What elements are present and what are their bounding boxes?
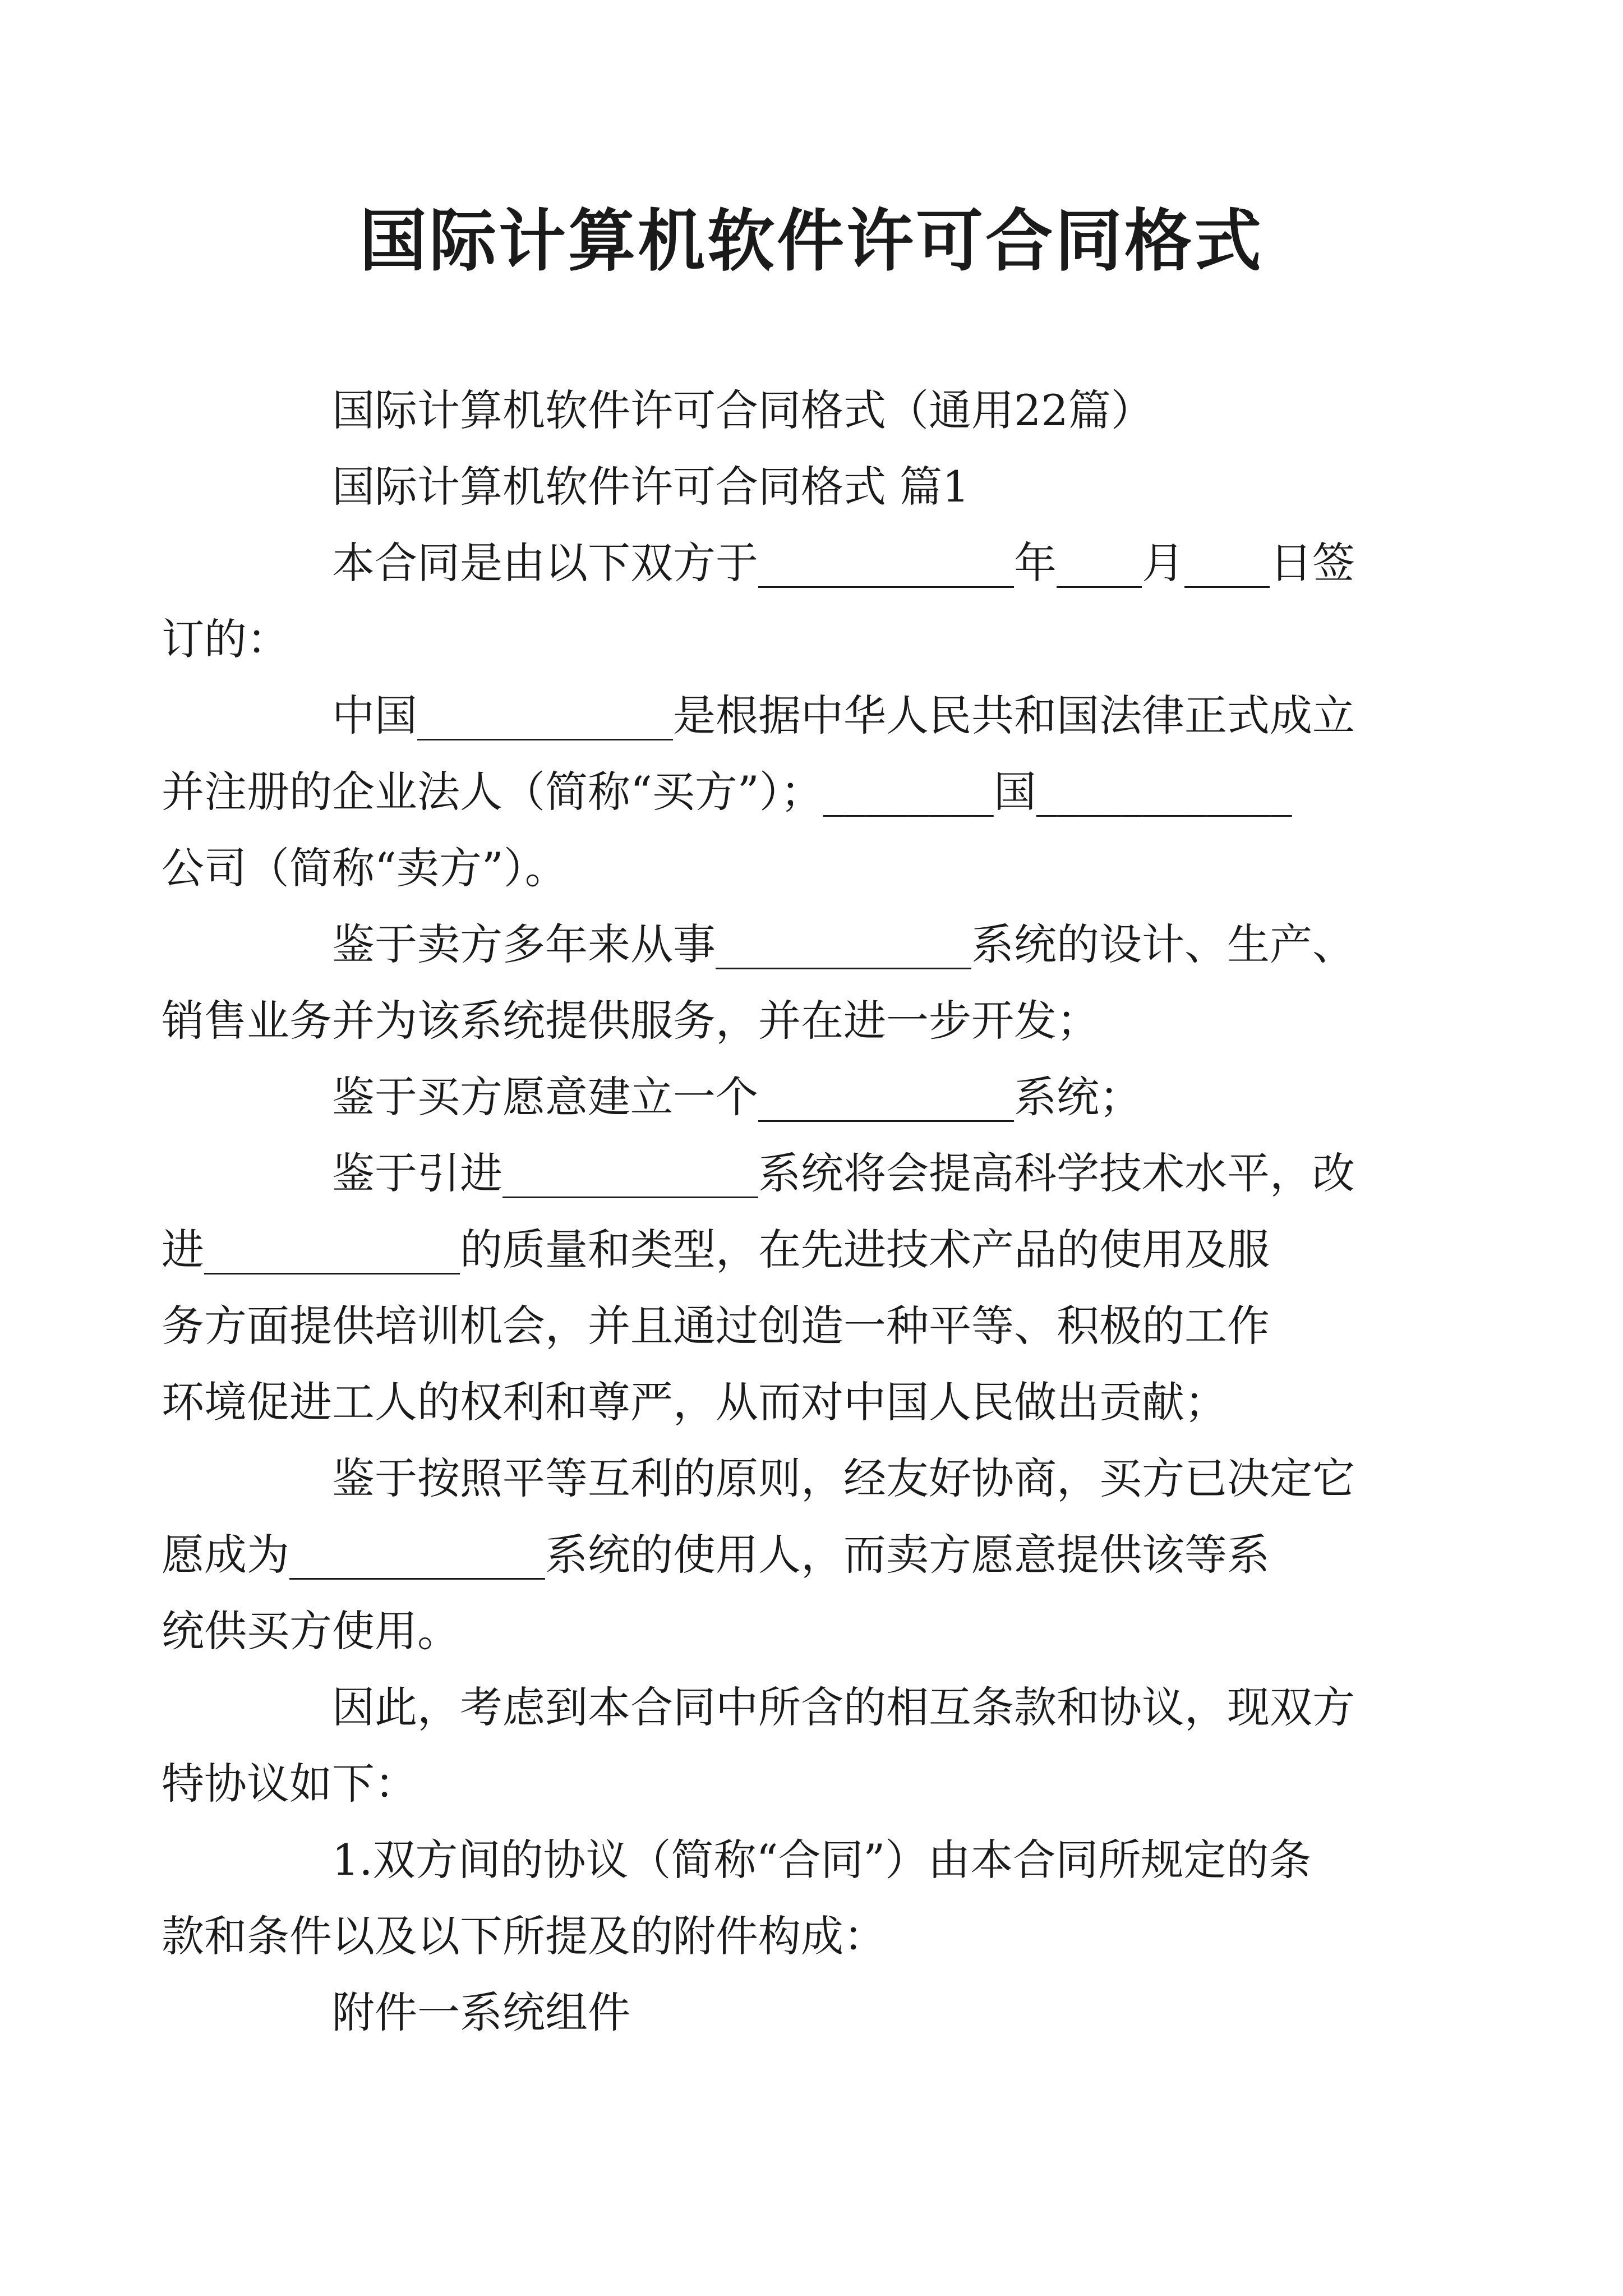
text-line: 并注册的企业法人（简称“买方”）；________国____________ xyxy=(162,767,1292,817)
paragraph-signing-date xyxy=(162,525,1385,678)
text-line: 务方面提供培训机会，并且通过创造一种平等、积极的工作 xyxy=(162,1301,1270,1351)
paragraph-whereas-mutual-benefit xyxy=(162,1441,1385,1669)
text-line: 环境促进工人的权利和尊严，从而对中国人民做出贡献； xyxy=(162,1377,1227,1427)
text-line: 公司（简称“卖方”）。 xyxy=(162,843,568,893)
text-line: 订的： xyxy=(162,614,289,664)
text-line: 国际计算机软件许可合同格式（通用22篇） xyxy=(332,385,1154,435)
text-line: 中国____________是根据中华人民共和国法律正式成立 xyxy=(332,691,1355,740)
paragraph-clause-1 xyxy=(162,1822,1385,1975)
paragraph-whereas-buyer xyxy=(247,1059,1385,1135)
text-line: 1.双方间的协议（简称“合同”）由本合同所规定的条 xyxy=(332,1835,1312,1885)
paragraph-subtitle xyxy=(247,372,1385,449)
paragraph-parties xyxy=(162,678,1385,907)
text-line: 统供买方使用。 xyxy=(162,1606,460,1656)
text-line: 销售业务并为该系统提供服务，并在进一步开发； xyxy=(162,996,1099,1046)
document-body xyxy=(162,372,1385,2051)
text-line: 附件一系统组件 xyxy=(332,1987,630,2037)
text-line: 鉴于引进____________系统将会提高科学技术水平，改 xyxy=(332,1148,1355,1198)
text-line: 鉴于买方愿意建立一个____________系统； xyxy=(332,1072,1142,1122)
text-line: 因此，考虑到本合同中所含的相互条款和协议，现双方 xyxy=(332,1682,1355,1732)
paragraph-agreement xyxy=(162,1669,1385,1822)
text-line: 进____________的质量和类型，在先进技术产品的使用及服 xyxy=(162,1225,1270,1274)
text-line: 鉴于按照平等互利的原则，经友好协商，买方已决定它 xyxy=(332,1453,1355,1503)
text-line: 款和条件以及以下所提及的附件构成： xyxy=(162,1911,886,1961)
text-line: 鉴于卖方多年来从事____________系统的设计、生产、 xyxy=(332,919,1355,969)
paragraph-whereas-introduction xyxy=(162,1135,1385,1441)
paragraph-whereas-seller xyxy=(162,907,1385,1059)
text-line: 本合同是由以下双方于____________年____月____日签 xyxy=(332,538,1355,588)
paragraph-annex-1 xyxy=(247,1975,1385,2051)
document-title: 国际计算机软件许可合同格式 xyxy=(359,201,1264,280)
paragraph-section-heading xyxy=(247,449,1385,525)
text-line: 特协议如下： xyxy=(162,1759,417,1809)
text-line: 愿成为____________系统的使用人，而卖方愿意提供该等系 xyxy=(162,1530,1270,1580)
text-line: 国际计算机软件许可合同格式 篇1 xyxy=(332,462,970,512)
